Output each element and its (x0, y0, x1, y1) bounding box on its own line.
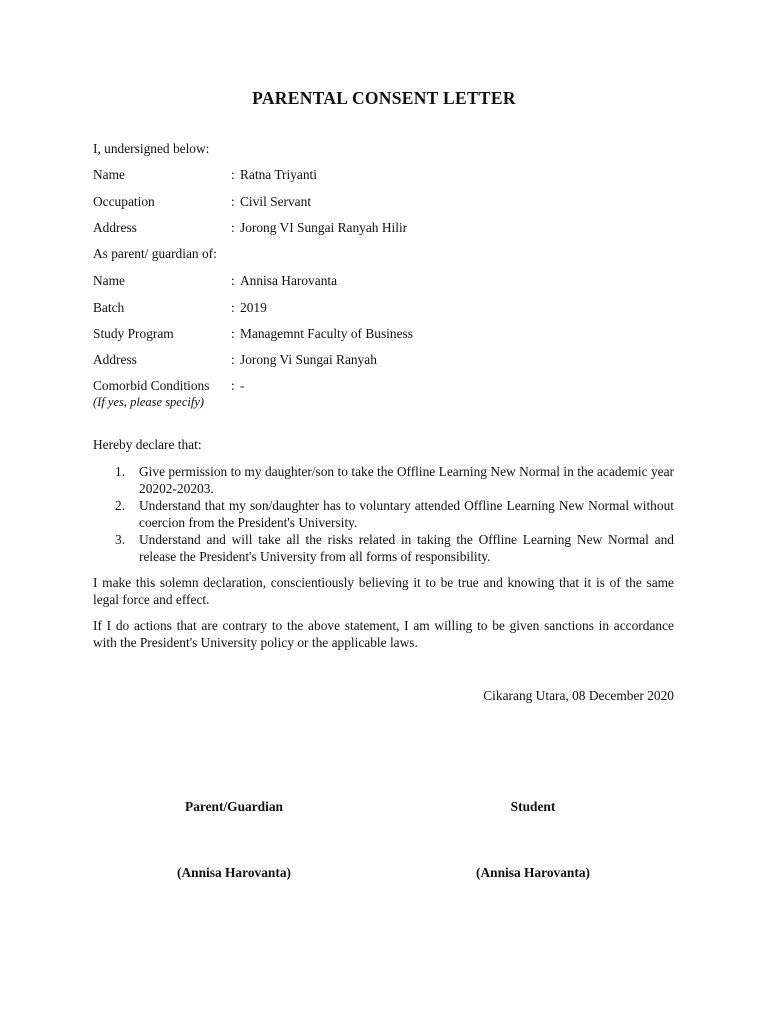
parent-name-label: Name (93, 167, 125, 182)
student-name-label: Name (93, 273, 125, 288)
parent-address-label: Address (93, 220, 137, 235)
parent-name-value: Ratna Triyanti (240, 167, 318, 182)
colon: : (231, 378, 235, 393)
colon: : (231, 326, 235, 341)
list-item (93, 463, 674, 497)
list-item (93, 497, 674, 531)
colon: : (231, 352, 235, 367)
colon: : (231, 300, 235, 315)
student-batch-value: 2019 (240, 300, 267, 315)
colon: : (231, 220, 235, 235)
student-batch-label: Batch (93, 300, 125, 315)
student-program-value: Managemnt Faculty of Business (240, 326, 413, 341)
list-item-text: Understand and will take all the risks related in taking the Offline Learning New Normal and release the President's University from all forms of responsibility. (139, 532, 674, 564)
list-item (93, 531, 674, 565)
colon: : (231, 167, 235, 182)
student-address-label: Address (93, 352, 137, 367)
list-item-text: Give permission to my daughter/son to take the Offline Learning New Normal in the academic year 20202-20203. (139, 464, 674, 496)
comorbid-value: - (240, 378, 245, 393)
declare-intro: Hereby declare that: (93, 437, 202, 452)
parent-signature-name: (Annisa Harovanta) (177, 865, 291, 880)
declaration-paragraph: I make this solemn declaration, conscientiously believing it to be true and knowing that it is of the same legal force and effect. (93, 575, 674, 607)
intro-text: I, undersigned below: (93, 141, 210, 156)
parent-occupation-value: Civil Servant (240, 194, 312, 209)
list-item-number: 2. (115, 498, 126, 513)
parent-address-value: Jorong VI Sungai Ranyah Hilir (240, 220, 408, 235)
list-item-text: Understand that my son/daughter has to voluntary attended Offline Learning New Normal without coercion from the President's University. (139, 498, 674, 530)
list-item-number: 1. (115, 464, 126, 479)
letter-title: PARENTAL CONSENT LETTER (252, 88, 516, 108)
student-signature-title: Student (510, 799, 556, 814)
parent-occupation-label: Occupation (93, 194, 155, 209)
guardian-of-text: As parent/ guardian of: (93, 246, 217, 261)
place-date: Cikarang Utara, 08 December 2020 (483, 688, 674, 703)
student-signature-name: (Annisa Harovanta) (476, 865, 590, 880)
student-program-label: Study Program (93, 326, 174, 341)
colon: : (231, 194, 235, 209)
parent-signature-title: Parent/Guardian (185, 799, 283, 814)
colon: : (231, 273, 235, 288)
sanctions-paragraph: If I do actions that are contrary to the above statement, I am willing to be given sanctions in accordance with the President's University policy or the applicable laws. (93, 618, 674, 650)
comorbid-label: Comorbid Conditions (93, 378, 210, 393)
list-item-number: 3. (115, 532, 126, 547)
declaration-list (93, 463, 674, 565)
student-address-value: Jorong Vi Sungai Ranyah (240, 352, 377, 367)
student-name-value: Annisa Harovanta (240, 273, 338, 288)
comorbid-note: (If yes, please specify) (93, 395, 205, 409)
